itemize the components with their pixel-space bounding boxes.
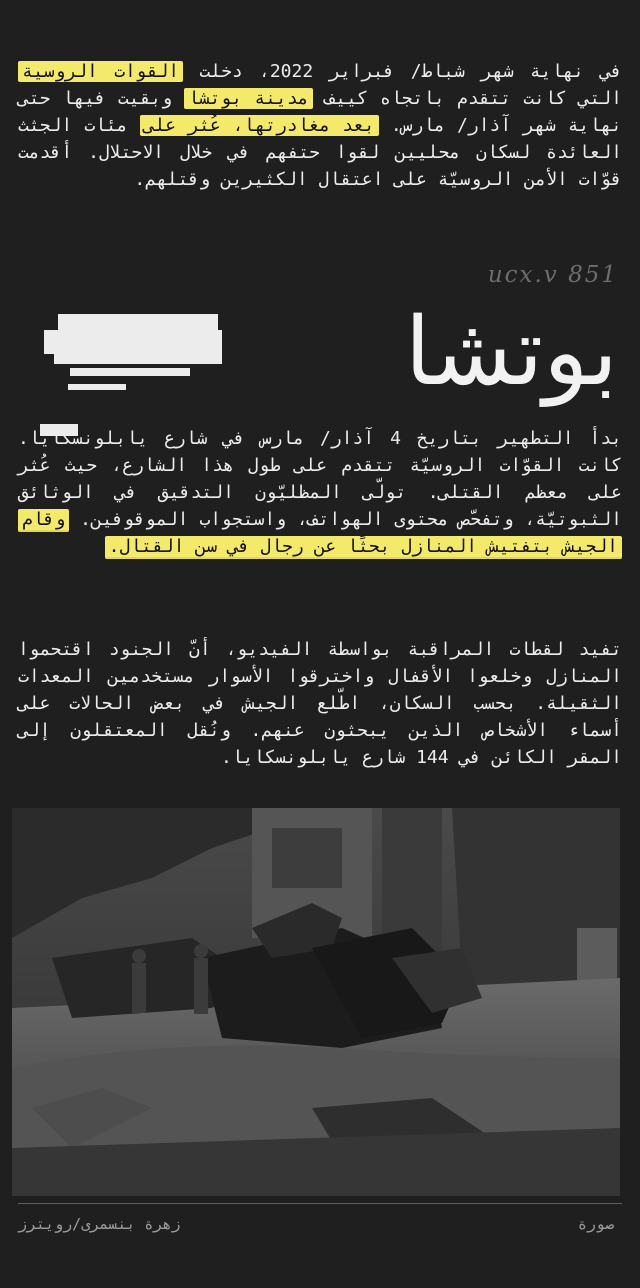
caption-divider [18,1203,622,1204]
street-destroyed-tanks-photo [12,808,620,1196]
highlight-russian-forces: القوات الروسية [18,61,183,82]
redaction-marks [40,308,230,443]
photo-caption-label: صورة [577,1215,614,1233]
photo-credit: زهرة بنسمرى/رويترز [18,1215,181,1233]
clearance-paragraph [18,425,622,560]
highlight-army-search: وقام الجيش بتفتيش المنازل بحثًا عن رجال في سن القتال. [18,509,622,559]
intro-text-2: التي كانت تتقدم باتجاه كييف [312,88,622,109]
handwritten-note: ucx.v 851 [487,262,618,288]
intro-paragraph [18,58,622,193]
intro-text-3: وبقيت فيها حتى نهاية شهر آذار/ مارس. [18,88,622,136]
highlight-bucha-city: مدينة بوتشا [184,88,312,109]
section-title: بوتشا [404,298,618,407]
clearance-text: بدأ التطهير بتاريخ 4 آذار/ مارس في شارع يابلونسكايا. كانت القوّات الروسيّة تتقدم على طول هذا الشارع، حيث عُثر على معظم القتلى. تولّى المظليّون التدقيق في الوثائق الثبوتيّة، وتفحّص محتوى الهواتف، واستجواب الموقوفين. [18,428,622,530]
highlight-after-leaving: بعد مغادرتها، عُثر على [140,115,379,136]
intro-text-4: مئات الجثث العائدة لسكان محليين لقوا حتفهم في خلال الاحتلال. أقدمت قوّات الأمن الروسيّة على اعتقال الكثيرين وقتلهم. [18,115,622,190]
intro-text-1: في نهاية شهر شباط/ فبراير 2022، دخلت [183,61,623,82]
surveillance-paragraph: تفيد لقطات المراقبة بواسطة الفيديو، أنّ الجنود اقتحموا المنازل وخلعوا الأقفال واخترقوا الأسوار مستخدمين المعدات الثقيلة. بحسب السكان، اطّلع الجيش في بعض الحالات على أسماء الأشخاص الذين يبحثون عنهم. ونُقل المعتقلون إلى المقر الكائن في 144 شارع يابلونسكايا. [18,639,622,768]
